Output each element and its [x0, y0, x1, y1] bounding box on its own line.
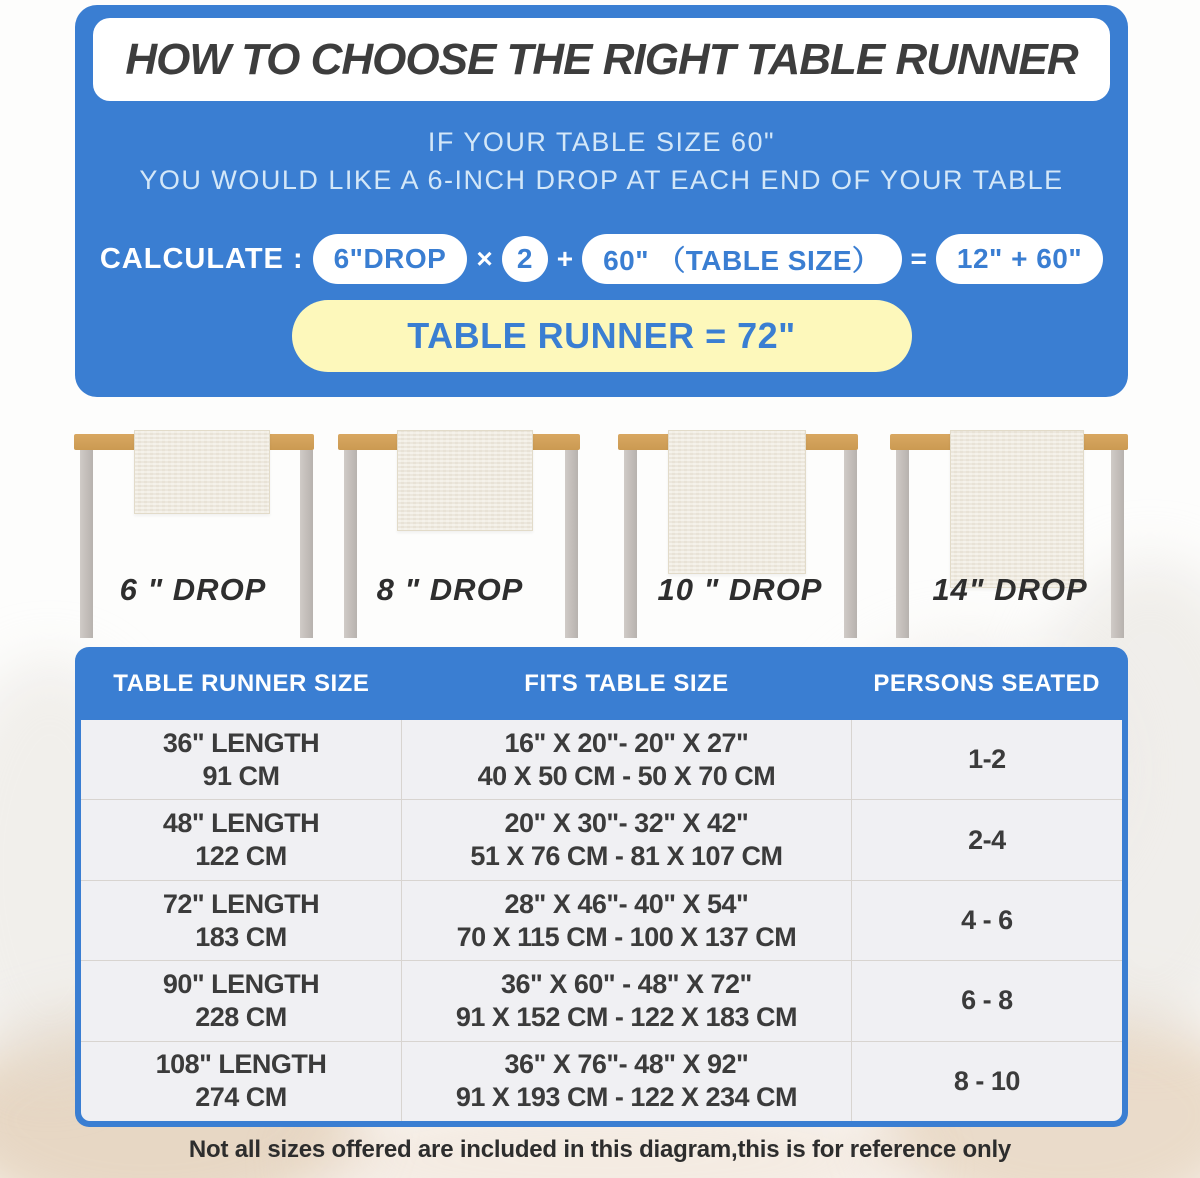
equals-sign: = — [910, 243, 927, 274]
runner-size-cell — [81, 800, 402, 879]
fits-table-cell — [402, 1042, 852, 1121]
cell-line: 36" X 60" - 48" X 72" — [501, 968, 752, 999]
title-box — [93, 18, 1110, 101]
table-row — [81, 881, 1122, 961]
cell-line: 91 X 152 CM - 122 X 183 CM — [455, 1001, 798, 1032]
column-header-runner-size: TABLE RUNNER SIZE — [113, 669, 370, 697]
table-left-leg — [896, 450, 909, 638]
persons-cell — [852, 961, 1122, 1040]
fits-table-cell — [402, 720, 852, 799]
cell-line: 91 CM — [202, 760, 280, 791]
column-header-fits-table: FITS TABLE SIZE — [524, 669, 729, 697]
table-body — [81, 720, 1122, 1121]
column-header-persons: PERSONS SEATED — [873, 669, 1100, 697]
table-left-leg — [624, 450, 637, 638]
runner-size-cell — [81, 881, 402, 960]
cell-line: 72" LENGTH — [162, 888, 320, 919]
subtitle-line-2: YOU WOULD LIKE A 6-INCH DROP AT EACH END OF YOUR TABLE — [139, 165, 1064, 195]
cell-line: 20" X 30"- 32" X 42" — [504, 808, 749, 839]
table-header-row — [81, 647, 1122, 720]
cell-line: 4 - 6 — [961, 905, 1013, 936]
table-left-leg — [344, 450, 357, 638]
cell-line: 274 CM — [195, 1082, 287, 1113]
drop-label: 8 " DROP — [376, 572, 524, 607]
cell-line: 28" X 46"- 40" X 54" — [504, 888, 749, 919]
subtitle-line-1: IF YOUR TABLE SIZE 60" — [427, 127, 776, 157]
persons-cell — [852, 1042, 1122, 1121]
drop-label: 10 " DROP — [657, 572, 823, 607]
size-chart-table — [75, 647, 1128, 1127]
sum-pill: 12" + 60" — [936, 234, 1103, 284]
cell-line: 48" LENGTH — [162, 808, 320, 839]
table-runner-cloth — [668, 430, 806, 574]
fits-table-cell — [402, 961, 852, 1040]
multiplier-circle: 2 — [502, 236, 548, 282]
drop-label: 6 " DROP — [119, 572, 267, 607]
calculation-row — [75, 233, 1128, 285]
multiply-sign: × — [476, 243, 493, 274]
page-title: HOW TO CHOOSE THE RIGHT TABLE RUNNER — [125, 34, 1078, 84]
cell-line: 228 CM — [195, 1001, 287, 1032]
cell-line: 51 X 76 CM - 81 X 107 CM — [470, 841, 783, 872]
cell-line: 108" LENGTH — [155, 1049, 327, 1080]
persons-cell — [852, 800, 1122, 879]
cell-line: 16" X 20"- 20" X 27" — [504, 727, 749, 758]
persons-cell — [852, 720, 1122, 799]
table-row — [81, 1042, 1122, 1121]
table-runner-cloth — [950, 430, 1084, 588]
calculate-label: CALCULATE : — [99, 242, 304, 275]
persons-cell — [852, 881, 1122, 960]
cell-line: 90" LENGTH — [162, 968, 320, 999]
runner-size-cell — [81, 961, 402, 1040]
cell-line: 70 X 115 CM - 100 X 137 CM — [456, 921, 797, 952]
table-row — [81, 961, 1122, 1041]
fits-table-cell — [402, 881, 852, 960]
table-right-leg — [300, 450, 313, 638]
table-left-leg — [80, 450, 93, 638]
cell-line: 91 X 193 CM - 122 X 234 CM — [455, 1082, 798, 1113]
cell-line: 122 CM — [195, 841, 287, 872]
cell-line: 36" LENGTH — [162, 727, 320, 758]
table-right-leg — [565, 450, 578, 638]
drop-label: 14" DROP — [932, 572, 1088, 607]
footer-note: Not all sizes offered are included in this diagram,this is for reference only — [188, 1136, 1012, 1163]
table-row — [81, 800, 1122, 880]
header-banner — [75, 5, 1128, 397]
plus-sign: + — [556, 243, 574, 274]
table-runner-cloth — [134, 430, 270, 514]
table-row — [81, 720, 1122, 800]
cell-line: 6 - 8 — [961, 985, 1013, 1016]
cell-line: 1-2 — [968, 744, 1006, 775]
fits-table-cell — [402, 800, 852, 879]
cell-line: 36" X 76"- 48" X 92" — [504, 1049, 749, 1080]
table-runner-cloth — [397, 430, 533, 531]
drop-value-pill: 6"DROP — [313, 234, 468, 284]
cell-line: 183 CM — [195, 921, 287, 952]
runner-result-pill: TABLE RUNNER = 72" — [292, 300, 912, 372]
runner-size-cell — [81, 1042, 402, 1121]
cell-line: 8 - 10 — [953, 1065, 1020, 1096]
cell-line: 40 X 50 CM - 50 X 70 CM — [477, 760, 776, 791]
table-right-leg — [844, 450, 857, 638]
table-right-leg — [1111, 450, 1124, 638]
table-size-pill: 60" （TABLE SIZE） — [582, 234, 901, 284]
runner-size-cell — [81, 720, 402, 799]
cell-line: 2-4 — [968, 824, 1006, 855]
